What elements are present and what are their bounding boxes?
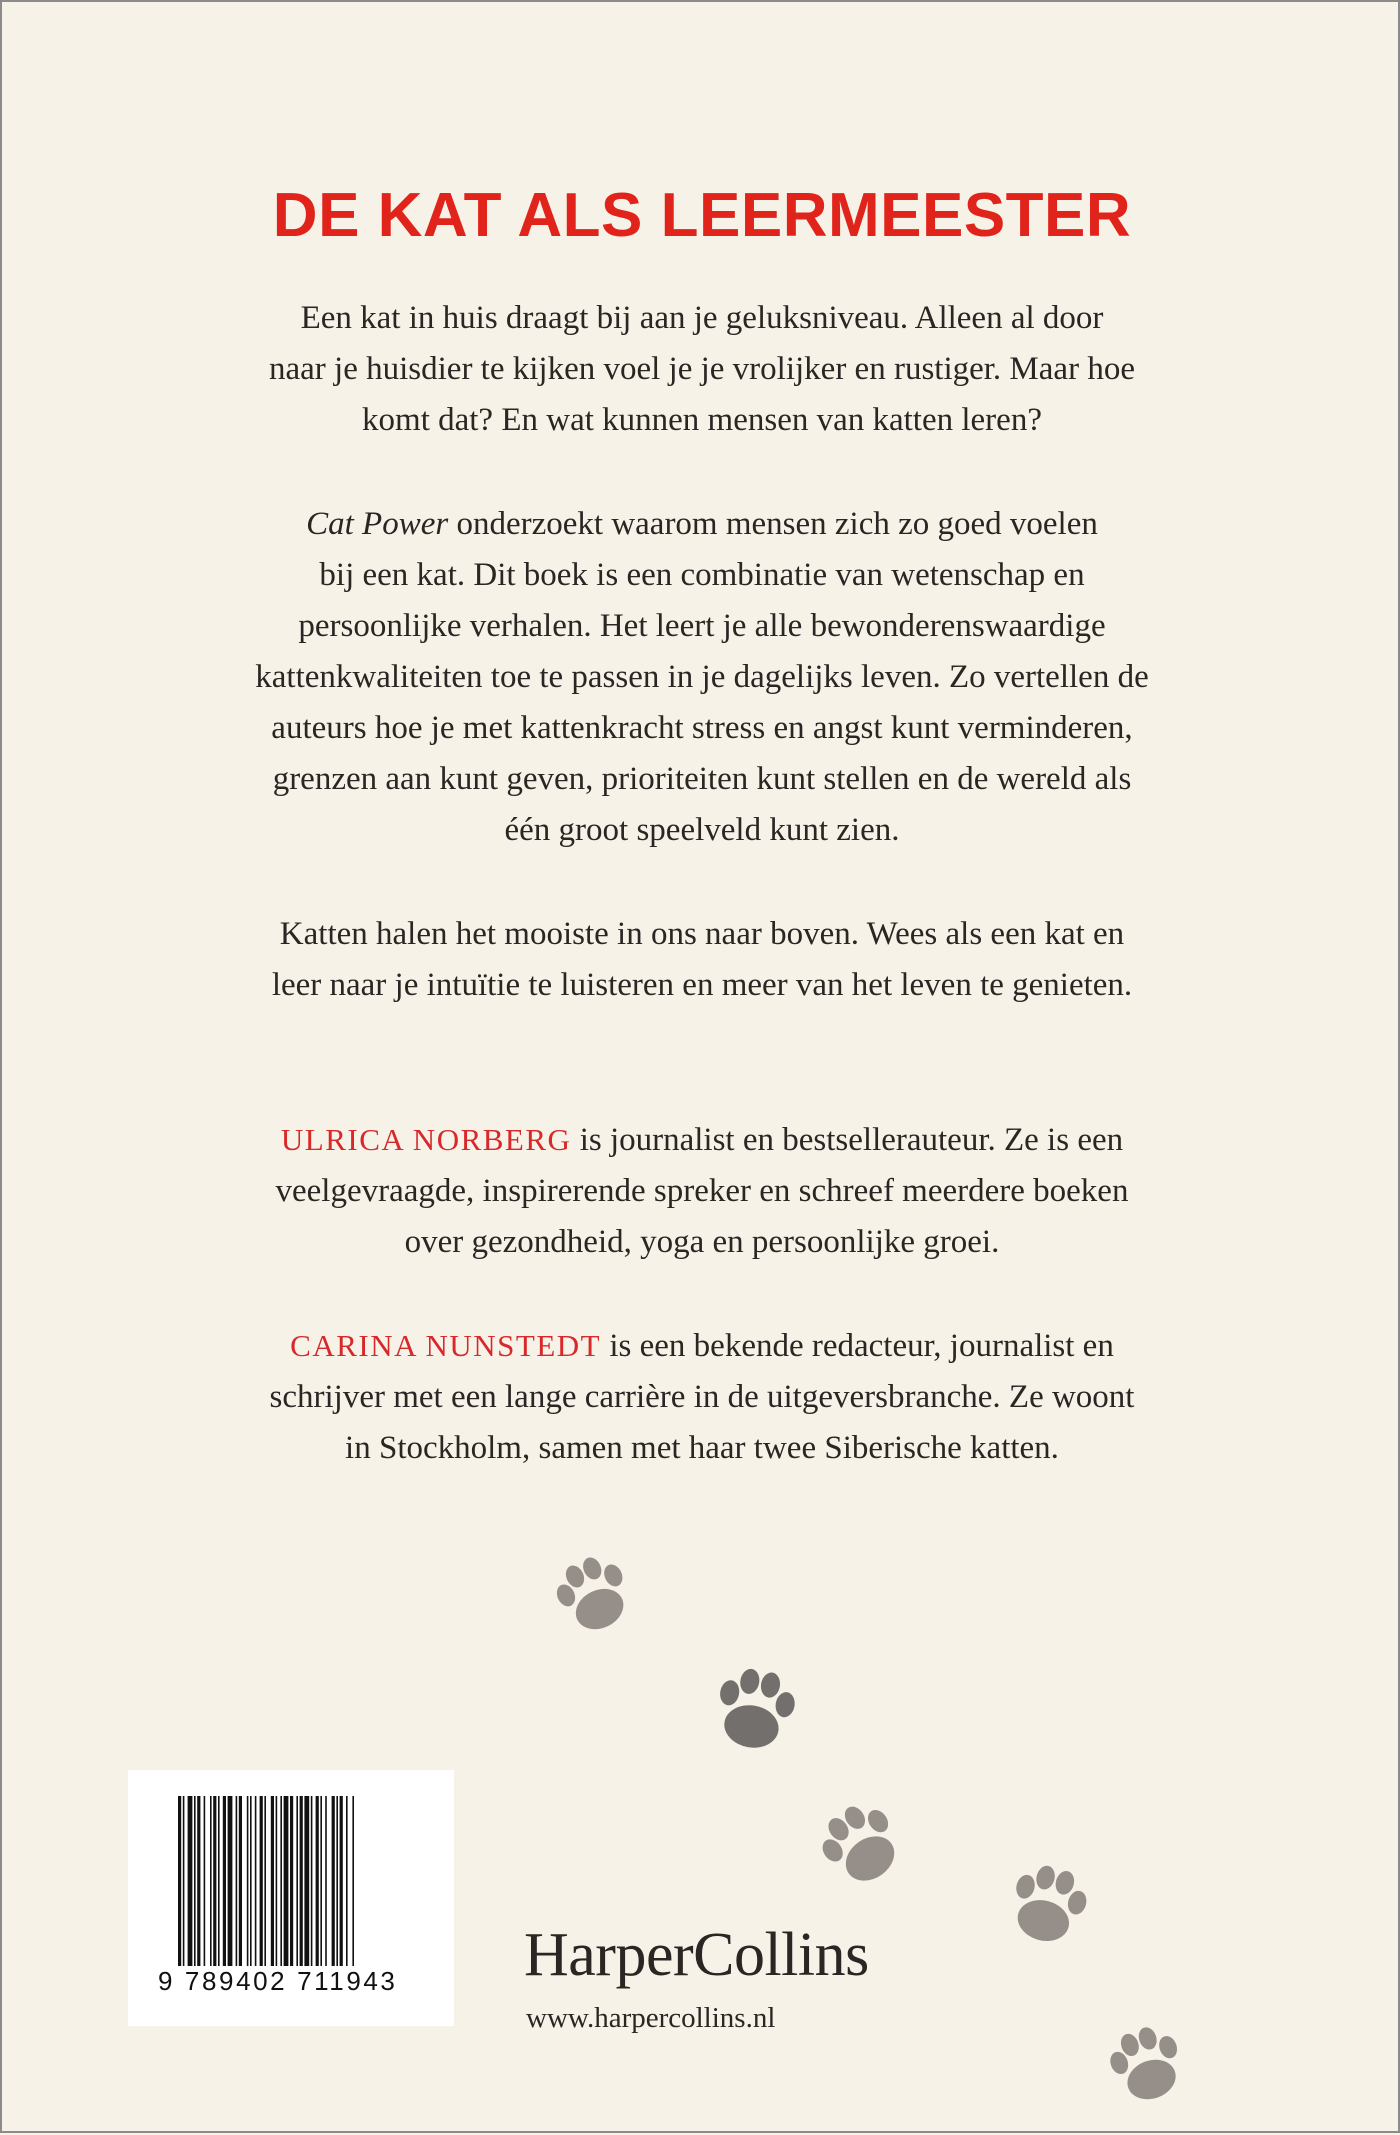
cover-title: DE KAT ALS LEERMEESTER [272, 181, 1132, 250]
barcode-bar [218, 1796, 220, 1966]
text-line: leer naar je intuïtie te luisteren en meer van het leven te genieten. [271, 967, 1133, 1003]
author-name: ULRICA NORBERG [280, 1122, 572, 1157]
barcode-bar [223, 1796, 226, 1966]
barcode-bar [210, 1796, 212, 1966]
paw-print-icon [548, 1548, 640, 1641]
barcode-bar [280, 1796, 282, 1966]
barcode-bar [325, 1796, 327, 1966]
barcode-bar [250, 1796, 252, 1966]
barcode-bar [352, 1796, 354, 1966]
text-line: schrijver met een lange carrière in de uitgeversbranche. Ze woont [269, 1379, 1135, 1415]
text-line: Katten halen het mooiste in ons naar boven. Wees als een kat en [279, 916, 1125, 952]
paw-print-icon [1103, 2019, 1191, 2108]
barcode-bar [204, 1796, 206, 1966]
barcode-bar [188, 1796, 193, 1966]
barcode-bar [271, 1796, 274, 1966]
barcode-bar [332, 1796, 335, 1966]
barcode-bar [178, 1796, 181, 1966]
barcode-bar [284, 1796, 289, 1966]
text-line: grenzen aan kunt geven, prioriteiten kunt stellen en de wereld als [272, 761, 1132, 797]
barcode-bar [213, 1796, 216, 1966]
text-line: in Stockholm, samen met haar twee Siberische katten. [345, 1430, 1059, 1466]
book-title-italic: Cat Power [306, 506, 449, 542]
barcode-bar [239, 1796, 242, 1966]
barcode-bar [320, 1796, 322, 1966]
barcode [128, 1770, 454, 2026]
text-line: over gezondheid, yoga en persoonlijke groei. [404, 1224, 1000, 1260]
barcode-bar [260, 1796, 263, 1966]
paw-print-icon [1004, 1859, 1093, 1949]
text-line: naar je huisdier te kijken voel je je vrolijker en rustiger. Maar hoe [269, 351, 1135, 387]
text-line: Cat Power onderzoekt waarom mensen zich zo goed voelen [306, 506, 1098, 542]
barcode-bar [236, 1796, 238, 1966]
text-line: auteurs hoe je met kattenkracht stress en angst kunt verminderen, [271, 710, 1133, 746]
barcode-bar [311, 1796, 313, 1966]
barcode-bar [247, 1796, 249, 1966]
paw-print-icon [810, 1793, 911, 1895]
barcode-bar [300, 1796, 303, 1966]
publisher-logo: HarperCollins [524, 1921, 869, 1989]
publisher-website: www.harpercollins.nl [526, 2002, 776, 2034]
barcode-bar [228, 1796, 233, 1966]
text-line: ULRICA NORBERG is journalist en bestsellerauteur. Ze is een [280, 1122, 1124, 1158]
barcode-bar [340, 1796, 343, 1966]
text-line: kattenkwaliteiten toe te passen in je dagelijks leven. Zo vertellen de [255, 659, 1149, 695]
text-line: persoonlijke verhalen. Het leert je alle bewonderenswaardige [298, 608, 1106, 644]
barcode-bar [183, 1796, 185, 1966]
barcode-bar [276, 1796, 278, 1966]
barcode-bar [346, 1796, 348, 1966]
barcode-bar [194, 1796, 196, 1966]
text-line: veelgevraagde, inspirerende spreker en schreef meerdere boeken [275, 1173, 1129, 1209]
text-line: bij een kat. Dit boek is een combinatie van wetenschap en [319, 557, 1085, 593]
author-name: CARINA NUNSTEDT [290, 1328, 602, 1363]
text-line: Een kat in huis draagt bij aan je geluksniveau. Alleen al door [300, 300, 1104, 336]
barcode-bar [290, 1796, 293, 1966]
paw-print-icon [712, 1664, 800, 1754]
text-line: CARINA NUNSTEDT is een bekende redacteur, journalist en [290, 1328, 1114, 1364]
barcode-bar [304, 1796, 309, 1966]
barcode-bar [255, 1796, 257, 1966]
barcode-bar [197, 1796, 200, 1966]
text-line: één groot speelveld kunt zien. [504, 812, 900, 848]
barcode-bar [336, 1796, 338, 1966]
barcode-bar [296, 1796, 298, 1966]
barcode-bars [178, 1796, 408, 1966]
isbn-number: 9 789402 711943 [158, 1966, 398, 1996]
text-line: komt dat? En wat kunnen mensen van katten leren? [362, 402, 1042, 438]
barcode-bar [316, 1796, 319, 1966]
barcode-bar [264, 1796, 266, 1966]
